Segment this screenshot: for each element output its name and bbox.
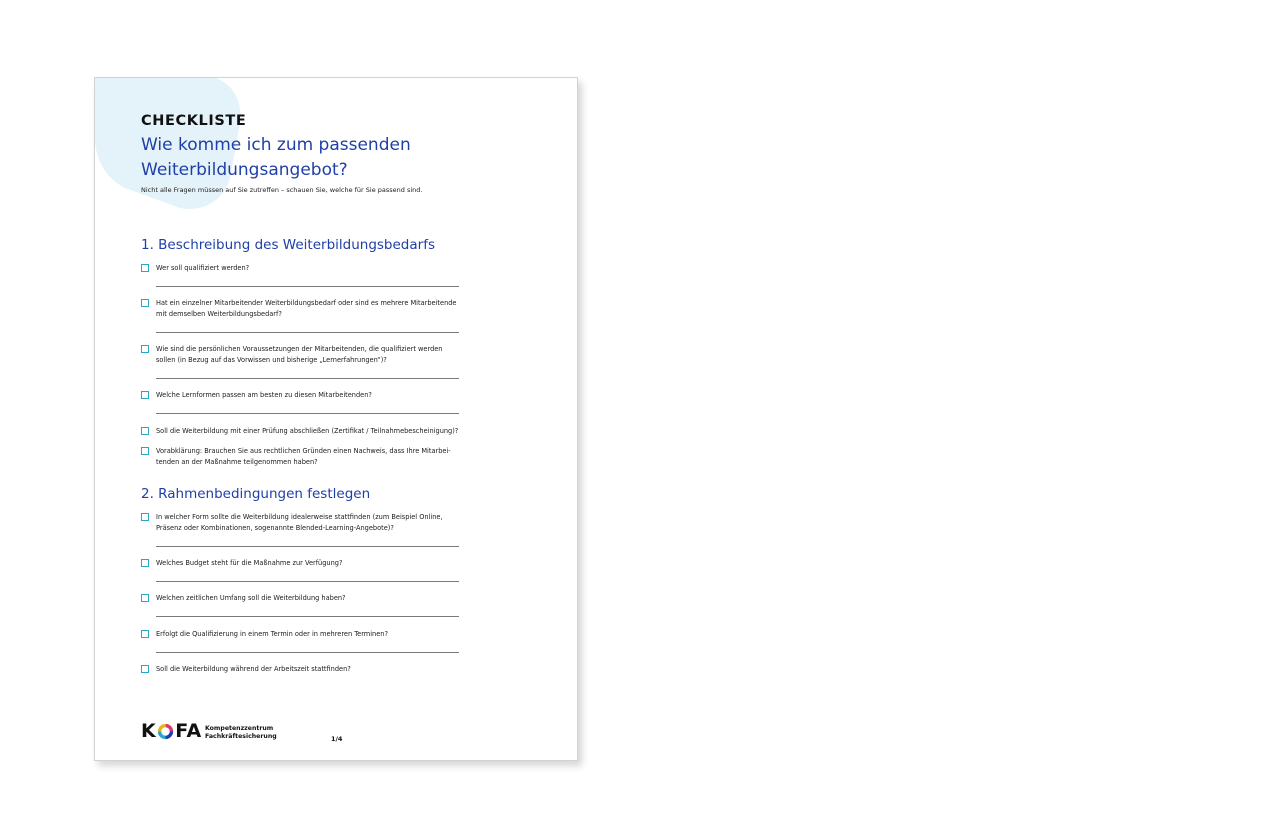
checkbox[interactable] [141,264,149,272]
question-text: Welches Budget steht für die Maßnahme zur Verfügung? [156,559,343,567]
colorful-ring-icon [157,723,174,740]
answer-line[interactable] [156,546,459,547]
checkbox[interactable] [141,345,149,353]
checkbox[interactable] [141,427,149,435]
question-text: Wer soll qualifiziert werden? [156,264,250,272]
logo-line-1: Kompetenzzentrum [205,725,274,732]
answer-line[interactable] [156,286,459,287]
logo-letter-k: K [141,720,157,742]
document-subtitle: Nicht alle Fragen müssen auf Sie zutreffen – schauen Sie, welche für Sie passend sind. [141,186,423,194]
section-heading-2: 2. Rahmenbedingungen festlegen [141,486,371,502]
checkbox[interactable] [141,513,149,521]
answer-line[interactable] [156,581,459,582]
checkbox[interactable] [141,299,149,307]
question-text: Vorabklärung: Brauchen Sie aus rechtlichen Gründen einen Nachweis, dass Ihre Mitarbei- tenden an der Maßnahme teilgenommen haben? [156,447,451,466]
answer-line[interactable] [156,616,459,617]
kofa-logo [141,720,202,742]
checkbox[interactable] [141,594,149,602]
question-text: Welchen zeitlichen Umfang soll die Weiterbildung haben? [156,594,346,602]
logo-subtitle [205,725,277,740]
question-text: Erfolgt die Qualifizierung in einem Termin oder in mehreren Terminen? [156,630,388,638]
checkbox[interactable] [141,630,149,638]
page-number: 1/4 [331,735,343,743]
logo-line-2: Fachkräftesicherung [205,732,277,740]
question-text: Soll die Weiterbildung während der Arbeitszeit stattfinden? [156,665,351,673]
checkbox[interactable] [141,391,149,399]
checkbox[interactable] [141,665,149,673]
question-text: Hat ein einzelner Mitarbeitender Weiterbildungsbedarf oder sind es mehrere Mitarbeitende mit demselben Weiterbildungsbedarf? [156,299,457,318]
checkbox[interactable] [141,447,149,455]
document-eyebrow: CHECKLISTE [141,113,247,129]
document-title: Wie komme ich zum passenden Weiterbildungsangebot? [141,135,411,180]
question-text: In welcher Form sollte die Weiterbildung idealerweise stattfinden (zum Beispiel Online, Präsenz oder Kombinationen, sogenannte Blended-Learning-Angebote)? [156,513,443,532]
document-page [94,77,578,761]
answer-line[interactable] [156,413,459,414]
answer-line[interactable] [156,332,459,333]
document-footer [141,720,441,744]
answer-line[interactable] [156,652,459,653]
section-heading-1: 1. Beschreibung des Weiterbildungsbedarfs [141,237,435,253]
question-text: Soll die Weiterbildung mit einer Prüfung abschließen (Zertifikat / Teilnahmebescheinigung)? [156,427,459,435]
question-text: Welche Lernformen passen am besten zu diesen Mitarbeitenden? [156,391,372,399]
question-text: Wie sind die persönlichen Voraussetzungen der Mitarbeitenden, die qualifiziert werden sollen (in Bezug auf das Vorwissen und bisherige „Lernerfahrungen“)? [156,345,443,364]
document-content [141,112,471,195]
logo-letters-fa: FA [175,720,202,742]
answer-line[interactable] [156,378,459,379]
checkbox[interactable] [141,559,149,567]
